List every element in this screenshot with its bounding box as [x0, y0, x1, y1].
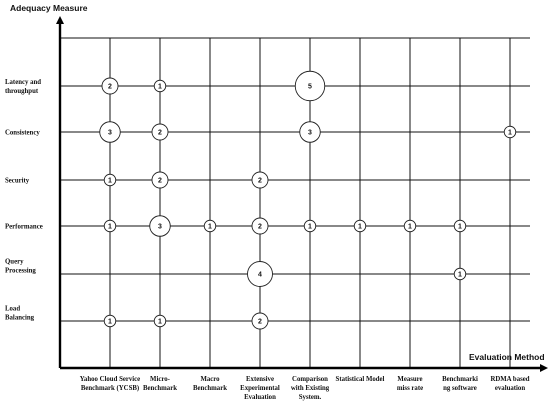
bubble-value-label: 4	[258, 271, 262, 279]
column-label: ng software	[443, 385, 477, 392]
column-label: Macro	[200, 376, 220, 383]
y-axis-title: Adequacy Measure	[10, 3, 88, 13]
row-label: Balancing	[5, 314, 35, 322]
bubble-point	[150, 216, 171, 237]
column-label: System.	[298, 394, 322, 401]
column-label: Extensive	[246, 376, 274, 383]
bubble-value-label: 3	[108, 129, 112, 137]
column-label: Statistical Model	[335, 376, 385, 383]
bubble-value-label: 1	[408, 223, 412, 231]
column-label: Experimental	[240, 385, 280, 392]
column-label: miss rate	[396, 385, 424, 392]
bubble-point	[248, 262, 273, 287]
axes	[10, 3, 545, 368]
bubble-point	[252, 313, 268, 329]
bubble-value-label: 1	[108, 318, 112, 326]
bubble-value-label: 1	[358, 223, 362, 231]
bubble-value-label: 1	[508, 129, 512, 137]
column-label: Benchmark	[143, 385, 177, 392]
column-label: Benchmark (YCSB)	[80, 385, 140, 392]
bubble-point	[204, 220, 216, 232]
bubble-point	[100, 122, 121, 143]
bubble-point	[404, 220, 416, 232]
bubble-point	[152, 172, 168, 188]
bubble-value-label: 1	[308, 223, 312, 231]
row-label: Load	[5, 305, 21, 313]
bubble-point	[154, 80, 166, 92]
bubble-point	[454, 220, 466, 232]
column-label: Benchmarki	[442, 376, 478, 383]
column-label: Benchmark	[193, 385, 227, 392]
bubble-point	[252, 172, 268, 188]
row-label: Consistency	[5, 129, 40, 137]
bubble-value-label: 3	[158, 223, 162, 231]
bubble-value-label: 2	[158, 177, 162, 185]
bubble-point	[354, 220, 366, 232]
bubble-point	[152, 124, 168, 140]
bubble-value-label: 2	[258, 177, 262, 185]
bubble-value-label: 1	[108, 223, 112, 231]
column-label: Comparison	[292, 376, 328, 383]
bubbles	[100, 71, 516, 329]
bubble-value-label: 2	[108, 83, 112, 91]
bubble-value-label: 3	[308, 129, 312, 137]
row-label: throughput	[5, 88, 39, 95]
bubble-value-label: 1	[458, 271, 462, 279]
bubble-value-label: 1	[458, 223, 462, 231]
bubble-point	[104, 174, 116, 186]
bubble-point	[252, 218, 268, 234]
bubble-value-label: 1	[208, 223, 212, 231]
column-label: Yahoo Cloud Service	[79, 376, 141, 383]
bubble-point	[104, 315, 116, 327]
row-labels	[5, 79, 43, 322]
bubble-value-label: 2	[258, 318, 262, 326]
bubble-point	[300, 122, 321, 143]
column-label: evaluation	[494, 385, 526, 392]
column-label: Micro-	[150, 376, 170, 383]
column-label: Evaluation	[244, 394, 276, 401]
bubble-point	[154, 315, 166, 327]
row-label: Performance	[5, 223, 43, 231]
bubble-point	[304, 220, 316, 232]
bubble-value-label: 1	[158, 318, 162, 326]
row-label: Processing	[5, 267, 36, 275]
bubble-value-label: 1	[108, 177, 112, 185]
row-label: Latency and	[5, 79, 42, 86]
row-label: Query	[5, 258, 24, 266]
bubble-point	[504, 126, 516, 138]
row-label: Security	[5, 177, 30, 185]
bubble-point	[295, 71, 325, 101]
column-label: RDMA based	[490, 376, 530, 383]
bubble-value-label: 5	[308, 83, 312, 91]
column-label: with Existing	[290, 385, 330, 392]
bubble-point	[102, 78, 118, 94]
column-labels	[80, 376, 530, 401]
bubble-value-label: 2	[158, 129, 162, 137]
column-label: Measure	[397, 376, 423, 383]
bubble-value-label: 2	[258, 223, 262, 231]
bubble-value-label: 1	[158, 83, 162, 91]
bubble-point	[104, 220, 116, 232]
x-axis-title: Evaluation Method	[469, 352, 545, 362]
bubble-point	[454, 268, 466, 280]
